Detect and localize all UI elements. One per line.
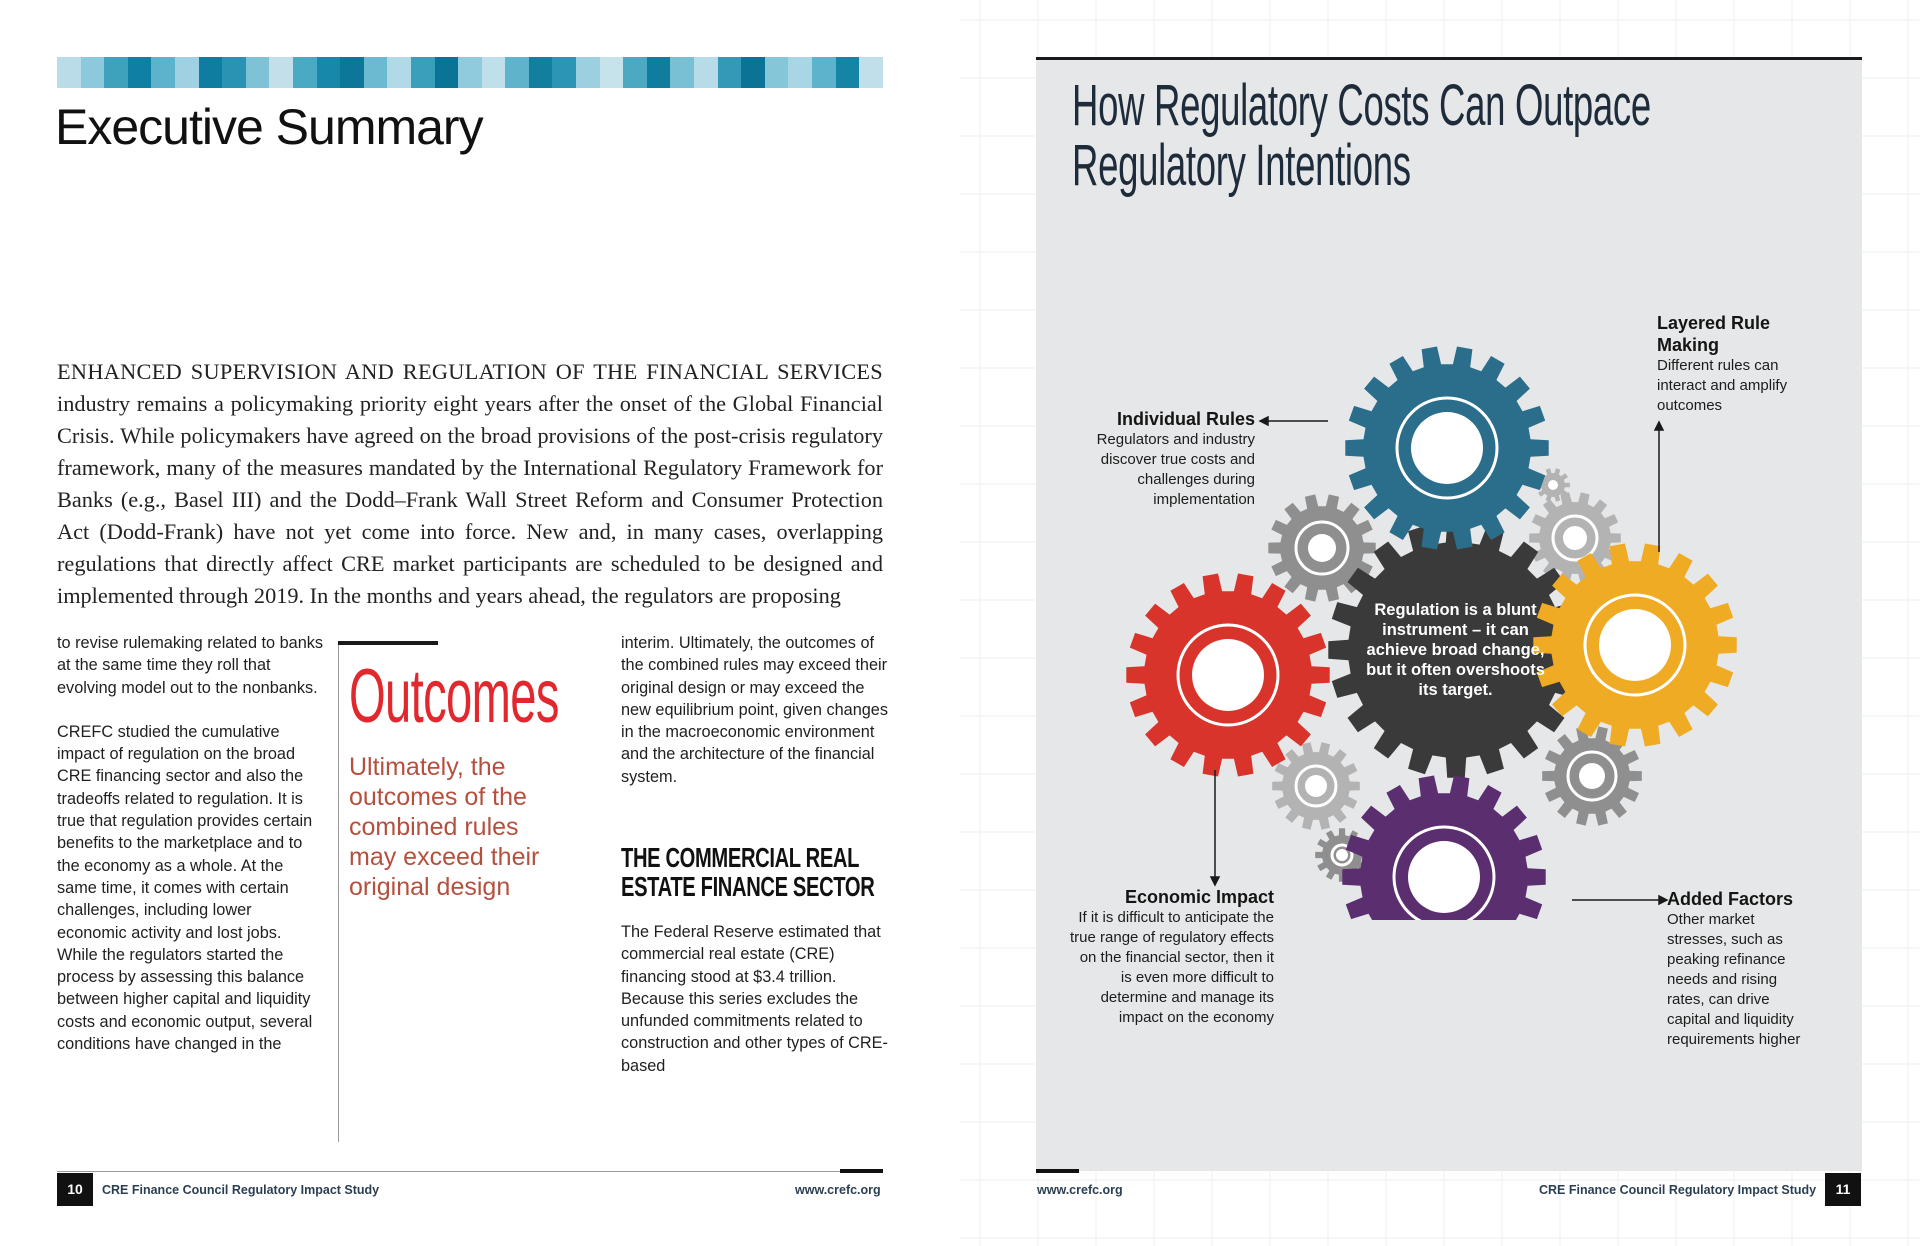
body-column-3-continued [621,921,889,1099]
strip-swatch [741,57,765,88]
arrow-head-individual [1260,417,1268,425]
col3-paragraph-2: The Federal Reserve estimated that commercial real estate (CRE) financing stood at $3.4 trillion. Because this series excludes the unfunded commitments related to construction and other types of CRE-based [621,923,888,1075]
color-strip-decoration [57,57,883,88]
col1-paragraph-1: to revise rulemaking related to banks at the same time they roll that evolving model out to the nonbanks. [57,634,324,697]
page-number-left: 10 [57,1173,93,1206]
pull-quote-body: Ultimately, the outcomes of the combined rules may exceed their original design [349,753,540,901]
gray-gear-tiny-top-hole [1548,480,1558,490]
strip-swatch [387,57,411,88]
strip-swatch [81,57,105,88]
purple-gear-hole [1408,841,1480,913]
strip-swatch [246,57,270,88]
pull-quote-left-rule [338,645,339,1142]
strip-swatch [552,57,576,88]
body-column-1 [57,632,325,1077]
body-column-3 [621,632,889,810]
gray-gear-left-hole [1308,534,1336,562]
strip-swatch [199,57,223,88]
gray-gear-lower-left [1272,742,1360,829]
strip-swatch [859,57,883,88]
footer-title-right: CRE Finance Council Regulatory Impact Study [1539,1183,1817,1197]
red-gear [1126,574,1329,777]
footer-url-right[interactable]: www.crefc.org [1037,1183,1123,1197]
strip-swatch [435,57,459,88]
callout-economic-impact [1070,886,1274,1028]
strip-swatch [788,57,812,88]
section-heading: THE COMMERCIAL REAL ESTATE FINANCE SECTOR [621,842,875,902]
strip-swatch [364,57,388,88]
strip-swatch [175,57,199,88]
strip-swatch [718,57,742,88]
strip-swatch [600,57,624,88]
callout-added-body: Other market stresses, such as peaking refinance needs and rising rates, can drive capital and liquidity requirements higher [1667,911,1801,1048]
callout-individual-body: Regulators and industry discover true costs and challenges during implementation [1096,431,1255,508]
strip-swatch [57,57,81,88]
col1-paragraph-2: CREFC studied the cumulative impact of regulation on the broad CRE financing sector and also the tradeoffs related to regulation. It is true that regulation provides certain benefits to the marketplace and to the economy as a whole. At the same time, it comes with certain challenges, including lower economic activity and lost jobs. While the regulators started the process by assessing this balance between higher capital and liquidity costs and economic output, several conditions have changed in the [57,722,313,1054]
strip-swatch [269,57,293,88]
infographic-title-line-2: Regulatory Intentions [1072,133,1411,198]
strip-swatch [670,57,694,88]
footer-rule-accent-right [1036,1169,1079,1173]
page-number-right: 11 [1825,1173,1861,1206]
strip-swatch [505,57,529,88]
yellow-gear-hole [1599,609,1671,681]
purple-gear [1342,776,1545,921]
strip-swatch [812,57,836,88]
callout-added-heading: Added Factors [1667,889,1794,909]
callout-economic-body: If it is difficult to anticipate the true range of regulatory effects on the financial sector, then it is even more difficult to determine and manage its impact on the economy [1070,909,1275,1026]
intro-paragraph [57,356,883,612]
callout-individual-rules [1060,408,1255,510]
strip-swatch [482,57,506,88]
blue-gear-hole [1411,412,1483,484]
pull-quote-top-rule [338,641,438,645]
strip-swatch [317,57,341,88]
strip-swatch [222,57,246,88]
strip-swatch [647,57,671,88]
footer-rule-accent-left [840,1169,883,1173]
callout-individual-heading: Individual Rules [1116,409,1255,429]
center-gear-text: Regulation is a blunt instrument – it can achieve broad change, but it often overshoots its target. [1366,601,1545,699]
arrow-head-layered [1655,422,1663,430]
gray-gear-lower-left-hole [1305,775,1327,797]
strip-swatch [411,57,435,88]
infographic-title [1072,73,1651,198]
strip-swatch [128,57,152,88]
pull-quote-heading: Outcomes [349,654,559,739]
arrow-head-economic [1211,877,1219,885]
strip-swatch [104,57,128,88]
blue-gear [1345,347,1548,550]
strip-swatch [765,57,789,88]
intro-lead: ENHANCED SUPERVISION AND REGULATION OF THE FINANCIAL SERVICES [57,359,883,384]
page-title: Executive Summary [55,99,483,155]
gray-gear-tiny-bottom-hole [1336,849,1348,861]
gray-gear-lower-right-hole [1579,763,1605,789]
strip-swatch [576,57,600,88]
col3-paragraph-1: interim. Ultimately, the outcomes of the combined rules may exceed their original design or may exceed the new equilibrium point, given changes in the macroeconomic environment and the architecture of the financial system. [621,634,888,786]
footer-rule-left [57,1171,883,1172]
arrow-head-added [1659,896,1667,904]
red-gear-hole [1192,639,1264,711]
strip-swatch [293,57,317,88]
footer-title-left: CRE Finance Council Regulatory Impact Study [102,1183,380,1197]
callout-added-factors [1667,888,1817,1050]
footer-url-left[interactable]: www.crefc.org [795,1183,881,1197]
strip-swatch [529,57,553,88]
strip-swatch [623,57,647,88]
strip-swatch [694,57,718,88]
callout-economic-heading: Economic Impact [1124,887,1274,907]
strip-swatch [458,57,482,88]
strip-swatch [340,57,364,88]
callout-layered-rule-making [1657,312,1827,416]
intro-body: industry remains a policymaking priority eight years after the onset of the Global Financial Crisis. While policymakers have agreed on the broad provisions of the post-crisis regulatory framework, many of the measures mandated by the International Regulatory Framework for Banks (e.g., Basel III) and the Dodd–Frank Wall Street Reform and Consumer Protection Act (Dodd-Frank) have not yet come into force. New and, in many cases, overlapping regulations that directly affect CRE market participants are scheduled to be designed and implemented through 2019. In the months and years ahead, the regulators are proposing [57,391,883,608]
gray-gear-right-hole [1563,526,1587,550]
strip-swatch [151,57,175,88]
callout-layered-body: Different rules can interact and amplify outcomes [1657,357,1788,414]
infographic-title-line-1: How Regulatory Costs Can Outpace [1072,73,1651,138]
callout-layered-heading: Layered Rule Making [1657,313,1771,355]
gray-gear-lower-right [1542,726,1642,825]
strip-swatch [836,57,860,88]
